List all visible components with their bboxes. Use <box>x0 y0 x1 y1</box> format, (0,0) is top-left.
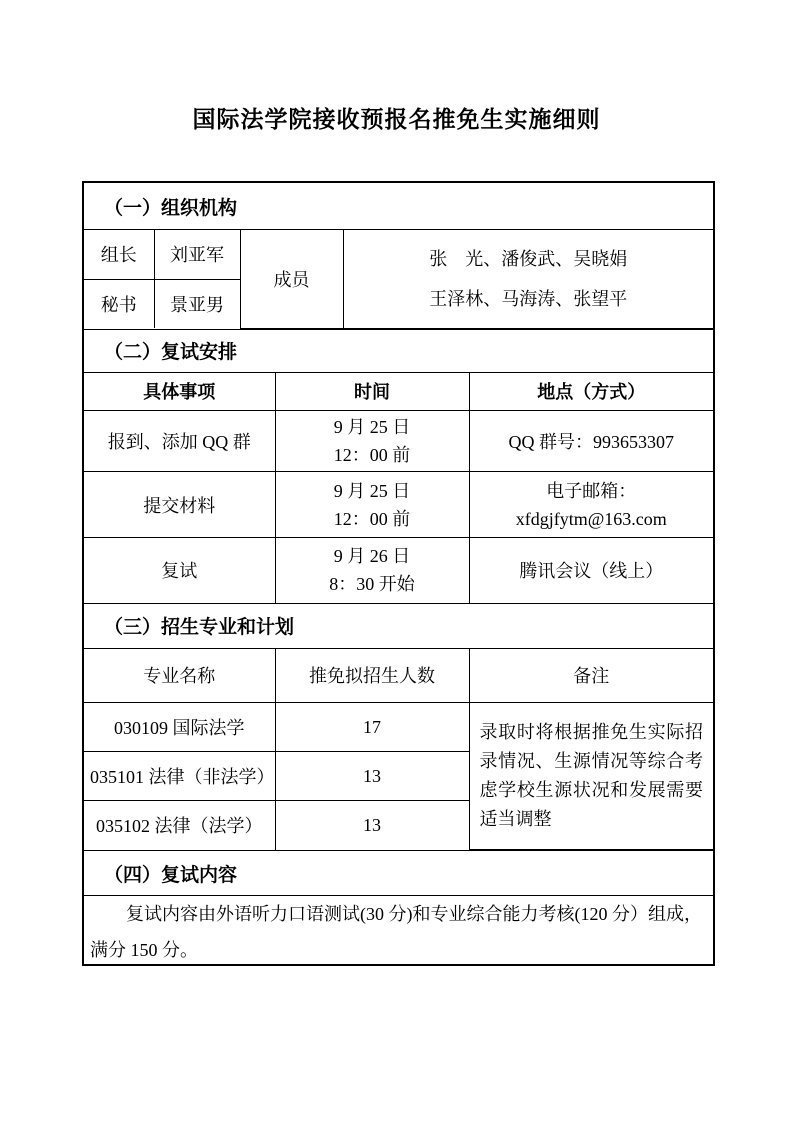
section-2-heading: （二）复试安排 <box>84 329 713 373</box>
schedule-time-line2: 8：30 开始 <box>329 574 415 595</box>
programs-table <box>84 649 713 851</box>
programs-header-remark: 备注 <box>469 649 713 703</box>
programs-header-count: 推免拟招生人数 <box>275 649 469 703</box>
schedule-item: 复试 <box>84 538 275 603</box>
program-count: 13 <box>275 801 469 850</box>
schedule-time-line2: 12：00 前 <box>333 445 411 465</box>
main-table <box>82 181 715 966</box>
organization-table <box>84 230 713 329</box>
table-row <box>84 703 713 752</box>
schedule-time <box>275 538 469 603</box>
org-members-line2: 王泽林、马海涛、张望平 <box>429 288 628 309</box>
programs-remark: 录取时将根据推免生实际招录情况、生源情况等综合考虑学校生源状况和发展需要适当调整 <box>469 703 713 850</box>
schedule-time <box>275 472 469 538</box>
schedule-time-line1: 9 月 25 日 <box>333 417 411 437</box>
schedule-header-place: 地点（方式） <box>469 373 713 411</box>
schedule-place: 腾讯会议（线上） <box>469 538 713 603</box>
schedule-time-line1: 9 月 25 日 <box>333 480 411 501</box>
schedule-header-item: 具体事项 <box>84 373 275 411</box>
schedule-header-time: 时间 <box>275 373 469 411</box>
table-header-row <box>84 373 713 411</box>
section-3-heading: （三）招生专业和计划 <box>84 603 713 649</box>
schedule-place-line2: xfdgjfytm@163.com <box>515 508 667 529</box>
org-members-names <box>343 230 713 328</box>
program-count: 17 <box>275 703 469 752</box>
program-name: 035101 法律（非法学） <box>84 752 275 801</box>
schedule-item: 报到、添加 QQ 群 <box>84 411 275 472</box>
programs-header-name: 专业名称 <box>84 649 275 703</box>
schedule-place: QQ 群号：993653307 <box>469 411 713 472</box>
schedule-time-line2: 12：00 前 <box>333 508 411 529</box>
org-secretary-name: 景亚男 <box>154 279 240 328</box>
program-name: 035102 法律（法学） <box>84 801 275 850</box>
program-name: 030109 国际法学 <box>84 703 275 752</box>
section-4-heading: （四）复试内容 <box>84 850 713 896</box>
schedule-place-line1: 电子邮箱： <box>546 480 637 501</box>
schedule-table <box>84 373 713 603</box>
table-row <box>84 411 713 472</box>
org-leader-name: 刘亚军 <box>154 230 240 279</box>
org-leader-label: 组长 <box>84 230 154 279</box>
section-1-heading: （一）组织机构 <box>84 183 713 230</box>
table-header-row <box>84 649 713 703</box>
org-secretary-label: 秘书 <box>84 279 154 328</box>
document-title: 国际法学院接收预报名推免生实施细则 <box>192 106 601 132</box>
schedule-place <box>469 472 713 538</box>
retest-content-paragraph: 复试内容由外语听力口语测试(30 分)和专业综合能力考核(120 分）组成，满分 150 分。 <box>90 904 702 960</box>
program-count: 13 <box>275 752 469 801</box>
org-members-label: 成员 <box>240 230 343 328</box>
table-row <box>84 472 713 538</box>
table-row <box>84 230 713 279</box>
schedule-item: 提交材料 <box>84 472 275 538</box>
table-row <box>84 538 713 603</box>
schedule-time-line1: 9 月 26 日 <box>333 546 411 567</box>
schedule-time <box>275 411 469 472</box>
org-members-line1: 张 光、潘俊武、吴晓娟 <box>429 248 628 269</box>
